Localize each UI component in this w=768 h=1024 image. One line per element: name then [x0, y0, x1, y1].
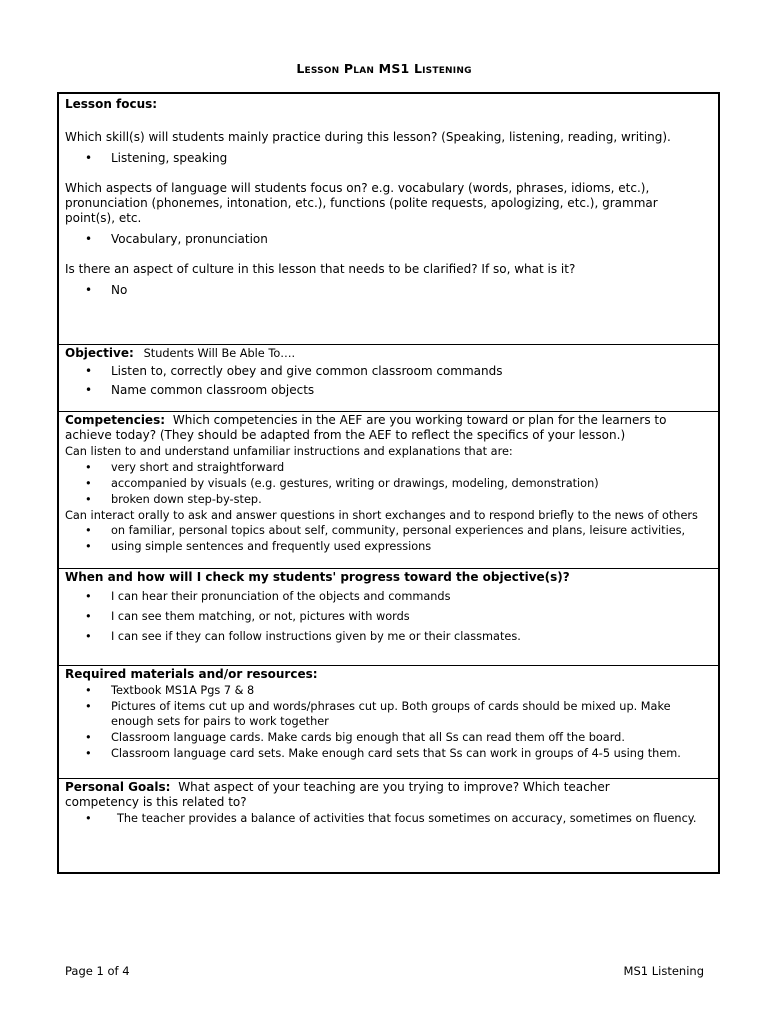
footer-document-title: MS1 Listening — [623, 964, 704, 978]
competency-line: Can interact orally to ask and answer questions in short exchanges and to respond briefly to the news of others — [65, 509, 698, 522]
competency-line: Can listen to and understand unfamiliar instructions and explanations that are: — [65, 445, 513, 458]
competency-item: • on familiar, personal topics about self, community, personal experiences and plans, leisure activities, — [65, 523, 712, 538]
lesson-focus-section — [59, 97, 718, 344]
competency-item: • accompanied by visuals (e.g. gestures, writing or drawings, modeling, demonstration) — [65, 476, 712, 491]
material-item: • Classroom language cards. Make cards big enough that all Ss can read them off the board. — [65, 730, 712, 745]
progress-item: • I can hear their pronunciation of the objects and commands — [65, 589, 712, 604]
competency-item: • using simple sentences and frequently used expressions — [65, 539, 712, 554]
culture-answer: • No — [65, 283, 712, 298]
goals-intro: What aspect of your teaching are you trying to improve? Which teacher competency is this related to? — [65, 780, 610, 809]
progress-heading: When and how will I check my students' progress toward the objective(s)? — [65, 570, 570, 584]
material-item: • Textbook MS1A Pgs 7 & 8 — [65, 683, 712, 698]
progress-section — [59, 568, 718, 665]
objective-item: • Listen to, correctly obey and give common classroom commands — [65, 364, 712, 379]
material-item: • Classroom language card sets. Make enough card sets that Ss can work in groups of 4-5 using them. — [65, 746, 712, 761]
objective-intro: Students Will Be Able To…. — [143, 347, 296, 360]
competencies-section — [59, 411, 718, 568]
language-answer: • Vocabulary, pronunciation — [65, 232, 712, 247]
skills-answer: • Listening, speaking — [65, 151, 712, 166]
objective-section — [59, 344, 718, 411]
lesson-plan-table — [57, 92, 720, 874]
skills-question: Which skill(s) will students mainly practice during this lesson? (Speaking, listening, reading, writing). — [65, 130, 671, 144]
objective-heading: Objective: — [65, 346, 134, 360]
competency-item: • very short and straightforward — [65, 460, 712, 475]
material-item: • Pictures of items cut up and words/phrases cut up. Both groups of cards should be mixed up. Make enough sets for pairs to work together — [65, 699, 712, 729]
goal-item: • The teacher provides a balance of activities that focus sometimes on accuracy, sometimes on fluency. — [65, 811, 712, 826]
competencies-heading: Competencies: — [65, 413, 166, 427]
objective-item: • Name common classroom objects — [65, 383, 712, 398]
goals-heading: Personal Goals: — [65, 780, 171, 794]
competencies-intro: Which competencies in the AEF are you working toward or plan for the learners to achieve today? (They should be adapted from the AEF to reflect the specifics of your lesson.) — [65, 413, 667, 442]
materials-heading: Required materials and/or resources: — [65, 667, 318, 681]
materials-section — [59, 665, 718, 778]
personal-goals-section — [59, 778, 718, 872]
page-number: Page 1 of 4 — [65, 964, 130, 978]
page-title: Lesson Plan MS1 Listening — [296, 61, 472, 76]
competency-item: • broken down step-by-step. — [65, 492, 712, 507]
lesson-focus-heading: Lesson focus: — [65, 97, 158, 111]
progress-item: • I can see if they can follow instructions given by me or their classmates. — [65, 629, 712, 644]
progress-item: • I can see them matching, or not, pictures with words — [65, 609, 712, 624]
language-question: Which aspects of language will students focus on? e.g. vocabulary (words, phrases, idioms, etc.), pronunciation (phonemes, intonation, etc.), functions (polite requests, apologizing, etc.), grammar point(s), etc. — [65, 181, 658, 225]
culture-question: Is there an aspect of culture in this lesson that needs to be clarified? If so, what is it? — [65, 262, 576, 276]
